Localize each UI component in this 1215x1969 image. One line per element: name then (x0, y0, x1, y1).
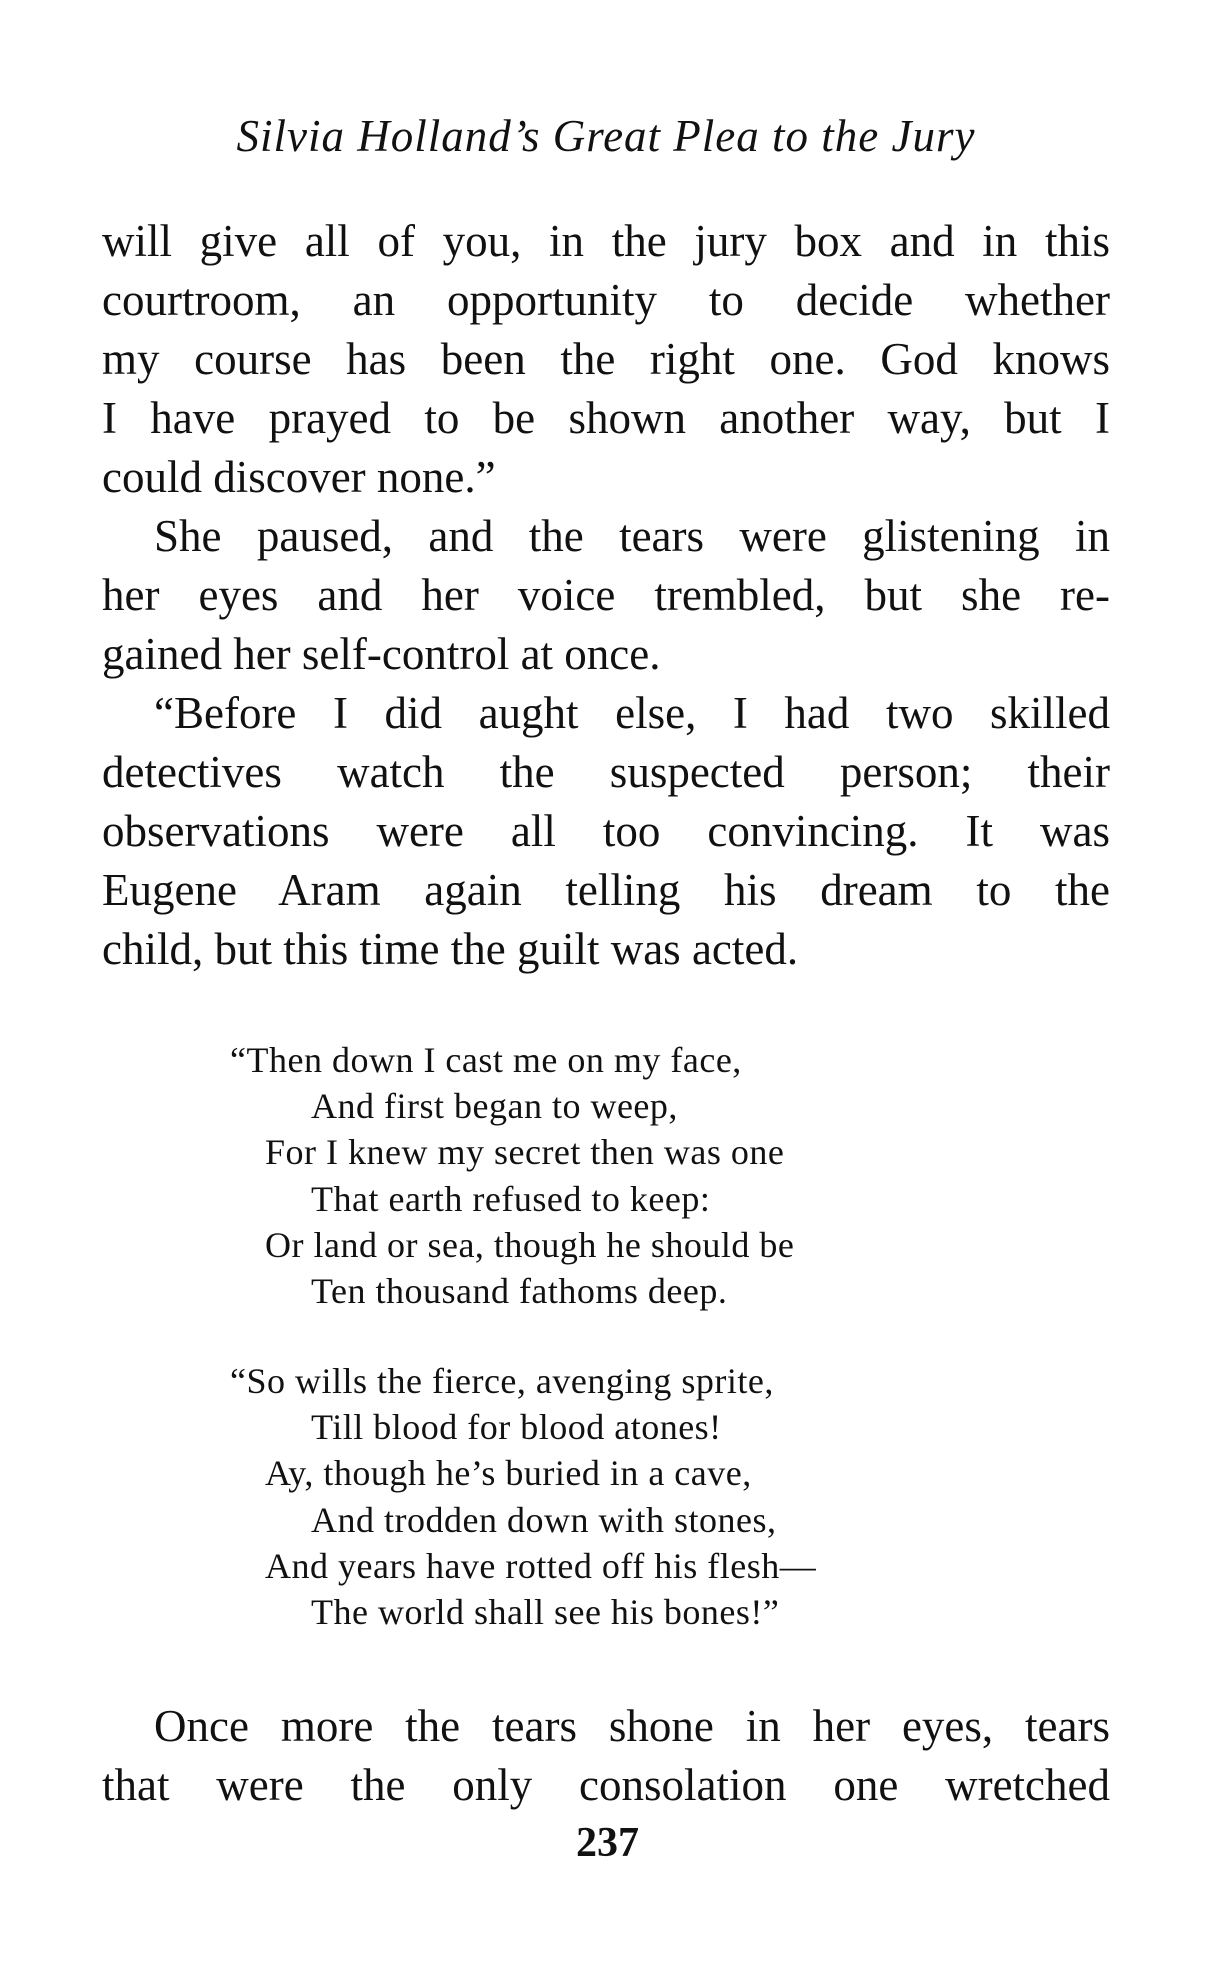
text-line: gained her self-control at once. (102, 629, 661, 679)
text-line: could discover none.” (102, 452, 496, 502)
verse-line: Till blood for blood atones! (311, 1407, 722, 1448)
text-line: Once more the tears shone in her eyes, tears (154, 1701, 1110, 1751)
text-line: will give all of you, in the jury box and in this (102, 216, 1110, 266)
text-line: child, but this time the guilt was acted. (102, 924, 799, 974)
verse-line: “Then down I cast me on my face, (230, 1040, 742, 1080)
paragraph-3 (102, 684, 1110, 979)
verse-line: And trodden down with stones, (311, 1499, 777, 1540)
text-line: “Before I did aught else, I had two skilled (154, 688, 1110, 738)
text-line: detectives watch the suspected person; their (102, 747, 1110, 797)
paragraph-2 (102, 507, 1110, 684)
paragraph-1 (102, 212, 1110, 507)
verse-line: For I knew my secret then was one (265, 1132, 785, 1173)
text-line: courtroom, an opportunity to decide whether (102, 275, 1110, 325)
verse-line: Ten thousand fathoms deep. (311, 1270, 728, 1311)
text-line: I have prayed to be shown another way, but I (102, 393, 1110, 443)
text-line: Eugene Aram again telling his dream to the (102, 865, 1110, 915)
poem-stanza-1 (230, 1037, 1030, 1314)
text-line: that were the only consolation one wretched (102, 1760, 1110, 1810)
text-line: She paused, and the tears were glistening in (154, 511, 1110, 561)
text-line: my course has been the right one. God knows (102, 334, 1110, 384)
page-number: 237 (576, 1820, 639, 1866)
verse-line: “So wills the fierce, avenging sprite, (230, 1361, 774, 1401)
verse-line: The world shall see his bones!” (311, 1591, 780, 1632)
running-head: Silvia Holland’s Great Plea to the Jury (236, 111, 976, 161)
verse-line: Ay, though he’s buried in a cave, (265, 1453, 752, 1494)
poem-stanza-2 (230, 1358, 1030, 1635)
text-line: observations were all too convincing. It was (102, 806, 1110, 856)
verse-line: Or land or sea, though he should be (265, 1224, 795, 1265)
verse-line: And years have rotted off his flesh— (265, 1545, 817, 1586)
verse-line: And first began to weep, (311, 1086, 678, 1127)
paragraph-4 (102, 1697, 1110, 1815)
verse-line: That earth refused to keep: (311, 1178, 711, 1219)
text-line: her eyes and her voice trembled, but she re- (102, 570, 1110, 620)
